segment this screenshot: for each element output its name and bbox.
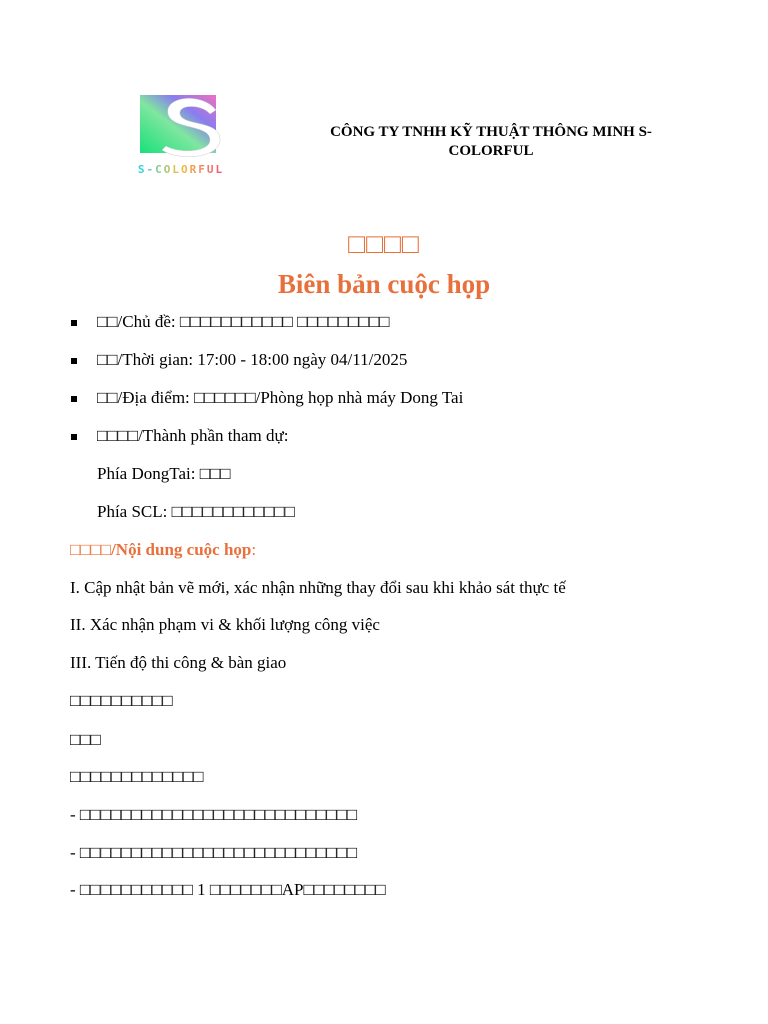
info-location: □□/Địa điểm: □□□□□□/Phòng họp nhà máy Dong Tai xyxy=(97,388,464,407)
content-item: I. Cập nhật bản vẽ mới, xác nhận những thay đổi sau khi khảo sát thực tế xyxy=(70,578,566,597)
body-line: - □□□□□□□□□□□□□□□□□□□□□□□□□□□ xyxy=(70,805,358,824)
body-line: - □□□□□□□□□□□ 1 □□□□□□□AP□□□□□□□□ xyxy=(70,880,386,899)
content-heading-text: □□□□/Nội dung cuộc họp xyxy=(70,540,252,559)
content-item: II. Xác nhận phạm vi & khối lượng công việc xyxy=(70,615,380,634)
content-heading xyxy=(70,539,256,561)
body-line: □□□□□□□□□□ xyxy=(70,691,173,710)
body-line: □□□□□□□□□□□□□ xyxy=(70,767,204,786)
info-time: □□/Thời gian: 17:00 - 18:00 ngày 04/11/2025 xyxy=(97,350,408,369)
body-line: - □□□□□□□□□□□□□□□□□□□□□□□□□□□ xyxy=(70,843,358,862)
info-attendees: □□□□/Thành phần tham dự: xyxy=(97,426,289,445)
company-logo xyxy=(106,92,256,178)
logo-text: S-COLORFUL xyxy=(137,163,225,176)
attendee-dongtai: Phía DongTai: □□□ xyxy=(97,464,231,483)
bullet-icon xyxy=(71,358,77,364)
bullet-icon xyxy=(71,434,77,440)
body-line: □□□ xyxy=(70,730,101,749)
content-heading-colon: : xyxy=(251,540,257,559)
info-topic: □□/Chủ đề: □□□□□□□□□□□ □□□□□□□□□ xyxy=(97,312,390,331)
bullet-icon xyxy=(71,396,77,402)
title-chinese: □□□□ xyxy=(348,229,420,260)
content-item: III. Tiến độ thi công & bàn giao xyxy=(70,653,287,672)
company-name: CÔNG TY TNHH KỸ THUẬT THÔNG MINH S-COLORFUL xyxy=(330,124,652,159)
attendee-scl: Phía SCL: □□□□□□□□□□□□ xyxy=(97,502,295,521)
title-vietnamese: Biên bản cuộc họp xyxy=(277,269,491,299)
bullet-icon xyxy=(71,320,77,326)
